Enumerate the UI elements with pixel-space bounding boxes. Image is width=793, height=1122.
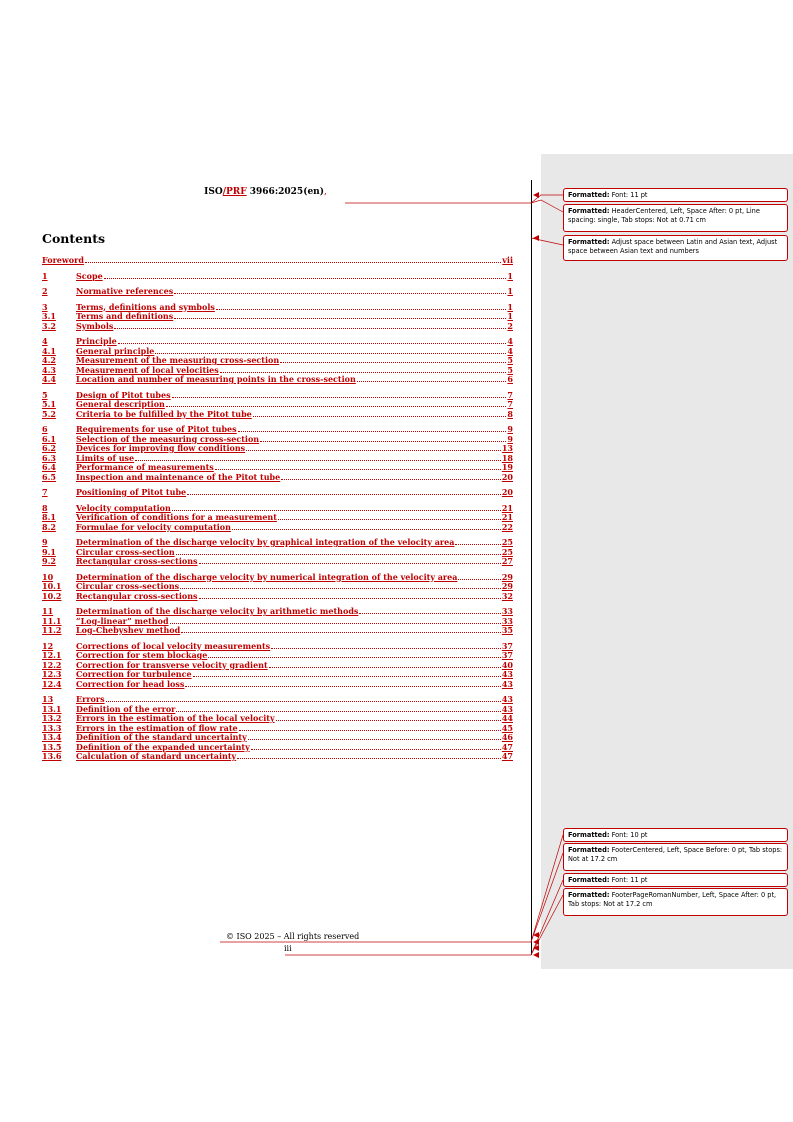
toc-entry[interactable] — [42, 471, 513, 482]
toc-entry-title: Foreword — [42, 255, 84, 265]
toc-entry-title: Verification of conditions for a measurement — [76, 512, 277, 522]
toc-entry-title: Principle — [76, 336, 117, 346]
toc-entry-number: 4 — [42, 336, 48, 346]
toc-entry-number: 2 — [42, 286, 48, 296]
toc-entry-title: Limits of use — [76, 452, 135, 463]
toc-leader-dots — [281, 479, 501, 480]
toc-entry-number: 9.2 — [42, 556, 56, 566]
toc-entry-title: Requirements for use of Pitot tubes — [76, 424, 237, 434]
toc-entry-number: 12.4 — [42, 678, 62, 689]
toc-entry-page: 44 — [501, 713, 513, 723]
toc-entry-page: 25 — [501, 546, 513, 557]
toc-entry-number: 11.2 — [42, 625, 62, 635]
toc-entry[interactable] — [42, 678, 513, 689]
toc-leader-dots — [174, 293, 506, 294]
toc-entry-title: Scope — [76, 270, 103, 281]
toc-entry-number: 4.2 — [42, 355, 56, 365]
toc-entry-number: 9 — [42, 537, 48, 547]
toc-entry-page: 1 — [507, 270, 513, 281]
page-margin-rule — [531, 180, 532, 955]
toc-entry[interactable] — [42, 590, 513, 601]
toc-entry-title: Definition of the expanded uncertainty — [76, 741, 250, 752]
header-number: 3966:2025(en) — [246, 187, 324, 197]
toc-entry-title: Determination of the discharge velocity by graphical integration of the velocity area — [76, 537, 455, 547]
toc-entry-title: Criteria to be fulfilled by the Pitot tube — [76, 408, 252, 419]
toc-entry-number: 3 — [42, 301, 48, 312]
toc-entry-page: 22 — [501, 521, 513, 532]
arrow-2 — [533, 235, 539, 241]
toc-entry-title: Definition of the standard uncertainty — [76, 732, 247, 742]
toc-entry-number: 3.2 — [42, 320, 56, 331]
toc-leader-dots — [237, 758, 501, 759]
toc-entry[interactable] — [42, 285, 513, 296]
toc-leader-dots — [199, 598, 501, 599]
toc-entry-title: General description — [76, 399, 165, 409]
toc-entry-page: 47 — [501, 751, 513, 761]
toc-entry-page: 43 — [501, 703, 513, 714]
comment-balloon[interactable] — [563, 204, 788, 232]
comment-text: Adjust space between Latin and Asian text, Adjust space between Asian text and numbers — [568, 238, 778, 255]
toc-entry-page: 5 — [507, 355, 513, 365]
toc-entry-page: 4 — [507, 336, 513, 346]
toc-entry-number: 6.2 — [42, 443, 56, 453]
toc-entry-number: 6 — [42, 424, 48, 434]
arrow-3 — [533, 932, 539, 938]
toc-entry-page: 19 — [501, 462, 513, 472]
toc-entry-number: 8 — [42, 502, 48, 513]
toc-entry-number: 4.3 — [42, 364, 56, 375]
toc-entry-title: Location and number of measuring points in the cross-section — [76, 374, 356, 384]
toc-entry-page: 33 — [501, 615, 513, 626]
toc-entry-title: Correction for turbulence — [76, 669, 192, 679]
toc-entry-title: Determination of the discharge velocity by numerical integration of the velocity area — [76, 571, 458, 582]
comment-label: Formatted: — [568, 831, 610, 839]
toc-entry-number: 5.2 — [42, 408, 56, 419]
toc-leader-dots — [85, 262, 501, 263]
toc-entry-page: 35 — [501, 625, 513, 635]
toc-entry-title: Corrections of local velocity measurements — [76, 640, 271, 651]
toc-entry-title: Calculation of standard uncertainty — [76, 751, 237, 761]
toc-entry-page: 29 — [501, 581, 513, 591]
toc-entry[interactable] — [42, 750, 513, 761]
toc-entry-title: Selection of the measuring cross-section — [76, 433, 260, 444]
toc-entry-number: 5.1 — [42, 399, 56, 409]
toc-entry-number: 6.5 — [42, 471, 56, 482]
comment-text: Font: 10 pt — [609, 831, 648, 839]
toc-entry-title: Normative references — [76, 286, 174, 296]
toc-entry[interactable] — [42, 320, 513, 331]
arrow-5 — [533, 945, 539, 951]
toc-entry-number: 13.4 — [42, 732, 62, 742]
toc-entry-page: 8 — [507, 408, 513, 419]
toc-entry-number: 12 — [42, 640, 54, 651]
toc-leader-dots — [114, 328, 506, 329]
toc-entry-number: 4.1 — [42, 345, 56, 356]
toc-leader-dots — [104, 278, 507, 279]
toc-entry-page: 2 — [507, 320, 513, 331]
toc-entry-page: 1 — [507, 311, 513, 321]
header-caret: , — [323, 187, 327, 197]
footer-page-number: iii — [284, 944, 292, 953]
toc-entry-page: 46 — [501, 732, 513, 742]
header-iso: ISO — [204, 187, 223, 197]
comment-label: Formatted: — [568, 238, 610, 246]
toc-entry[interactable] — [42, 408, 513, 419]
toc-entry-number: 6.4 — [42, 462, 56, 472]
comment-balloon[interactable] — [563, 828, 788, 842]
toc-entry-number: 12.1 — [42, 650, 62, 660]
comment-balloon[interactable] — [563, 873, 788, 887]
comment-balloon[interactable] — [563, 843, 788, 871]
page-header — [0, 187, 531, 197]
toc-entry-title: Measurement of local velocities — [76, 364, 219, 375]
comment-label: Formatted: — [568, 191, 610, 199]
toc-entry-page: 7 — [507, 389, 513, 400]
toc-entry-page: 1 — [507, 301, 513, 312]
toc-entry-number: 13.3 — [42, 722, 62, 733]
toc-entry[interactable] — [42, 270, 513, 281]
toc-entry-number: 4.4 — [42, 374, 56, 384]
toc-entry-title: Rectangular cross-sections — [76, 590, 198, 601]
toc-entry-number: 6.3 — [42, 452, 56, 463]
toc-entry-title: Errors in the estimation of the local velocity — [76, 713, 275, 723]
toc-entry-page: 45 — [501, 722, 513, 733]
toc-entry-title: Inspection and maintenance of the Pitot tube — [76, 471, 281, 482]
arrow-4 — [533, 939, 539, 945]
toc-entry-page: 25 — [501, 537, 513, 547]
toc-entry-page: 1 — [507, 286, 513, 296]
toc-entry-title: Determination of the discharge velocity by arithmetic methods — [76, 606, 359, 616]
toc-entry-title: Correction for stem blockage — [76, 650, 208, 660]
comment-label: Formatted: — [568, 891, 610, 899]
toc-leader-dots — [199, 563, 501, 564]
toc-entry-title: Design of Pitot tubes — [76, 389, 171, 400]
comment-text: FooterPageRomanNumber, Left, Space After: 0 pt, Tab stops: Not at 17.2 cm — [568, 891, 777, 908]
toc-entry-page: 20 — [501, 487, 513, 497]
toc-entry-number: 13.2 — [42, 713, 62, 723]
toc-entry-title: Devices for improving flow conditions — [76, 443, 246, 453]
toc-entry[interactable] — [42, 624, 513, 635]
toc-entry-number: 9.1 — [42, 546, 56, 557]
toc-entry-page: 27 — [501, 556, 513, 566]
toc-entry-number: 11.1 — [42, 615, 62, 626]
toc-entry[interactable] — [42, 521, 513, 532]
toc-entry-number: 7 — [42, 487, 48, 497]
toc-entry-number: 12.2 — [42, 659, 62, 670]
toc-entry[interactable] — [42, 373, 513, 384]
toc-entry[interactable] — [42, 555, 513, 566]
toc-entry-title: Rectangular cross-sections — [76, 556, 198, 566]
toc-entry-number: 13.5 — [42, 741, 62, 752]
comment-text: Font: 11 pt — [609, 191, 648, 199]
toc-entry-number: 5 — [42, 389, 48, 400]
comment-balloon[interactable] — [563, 888, 788, 916]
toc-entry-page: 7 — [507, 399, 513, 409]
toc-entry-page: 40 — [501, 659, 513, 670]
toc-entry-number: 10.1 — [42, 581, 62, 591]
toc-entry-page: 43 — [501, 678, 513, 689]
toc-entry-page: 37 — [501, 650, 513, 660]
toc-entry-number: 11 — [42, 606, 54, 616]
toc-entry-title: Symbols — [76, 320, 114, 331]
comment-label: Formatted: — [568, 207, 610, 215]
toc-entry-page: 43 — [501, 694, 513, 704]
toc-entry-page: 43 — [501, 669, 513, 679]
toc-leader-dots — [232, 529, 501, 530]
toc-entry-page: 29 — [501, 571, 513, 582]
toc-entry-page: 4 — [507, 345, 513, 356]
toc-leader-dots — [357, 381, 507, 382]
contents-title: Contents — [42, 231, 106, 246]
toc-entry-page: 20 — [501, 471, 513, 482]
toc-entry-page: 13 — [501, 443, 513, 453]
toc-entry-title: Circular cross-sections — [76, 581, 180, 591]
toc-leader-dots — [185, 686, 500, 687]
toc-entry-title: Velocity computation — [76, 502, 171, 513]
toc-entry-title: Correction for head loss — [76, 678, 185, 689]
toc-entry-page: 9 — [507, 433, 513, 444]
comment-text: FooterCentered, Left, Space Before: 0 pt, Tab stops: Not at 17.2 cm — [568, 846, 783, 863]
toc-leader-dots — [187, 494, 501, 495]
toc-entry-page: 18 — [501, 452, 513, 463]
header-deleted-text: /PRF — [222, 187, 247, 197]
toc-entry[interactable] — [42, 254, 513, 265]
toc-leader-dots — [181, 632, 501, 633]
toc-leader-dots — [253, 416, 507, 417]
toc-entry-number: 13.6 — [42, 751, 62, 761]
toc-entry-page: 37 — [501, 640, 513, 651]
toc-entry-title: General principle — [76, 345, 155, 356]
toc-entry-page: 6 — [507, 374, 513, 384]
toc-entry-page: 9 — [507, 424, 513, 434]
toc-entry-title: Positioning of Pitot tube — [76, 487, 187, 497]
toc-entry-page: 47 — [501, 741, 513, 752]
toc-entry-page: 32 — [501, 590, 513, 601]
arrow-1 — [533, 192, 539, 198]
toc-entry-title: Definition of the error — [76, 703, 176, 714]
toc-entry-number: 8.2 — [42, 521, 56, 532]
comment-balloon[interactable] — [563, 188, 788, 202]
arrow-6 — [533, 952, 539, 958]
comment-balloon[interactable] — [563, 235, 788, 261]
toc-entry-page: 21 — [501, 512, 513, 522]
comment-text: HeaderCentered, Left, Space After: 0 pt, Line spacing: single, Tab stops: Not at 0.71 cm — [568, 207, 760, 224]
toc-entry-title: Terms and definitions — [76, 311, 174, 321]
toc-entry-number: 10.2 — [42, 590, 62, 601]
comment-label: Formatted: — [568, 876, 610, 884]
toc-entry-number: 13 — [42, 694, 54, 704]
toc-entry-number: 10 — [42, 571, 54, 582]
toc-entry-title: Errors in the estimation of flow rate — [76, 722, 238, 733]
toc-entry-title: Measurement of the measuring cross-section — [76, 355, 280, 365]
toc-entry-number: 12.3 — [42, 669, 62, 679]
toc-entry-title: Formulae for velocity computation — [76, 521, 231, 532]
toc-entry-title: Log-Chebyshev method — [76, 625, 181, 635]
toc-entry-number: 3.1 — [42, 311, 56, 321]
toc-entry-number: 1 — [42, 270, 48, 281]
toc-entry-title: “Log-linear” method — [76, 615, 169, 626]
toc-entry-page: 21 — [501, 502, 513, 513]
toc-entry-page: 33 — [501, 606, 513, 616]
footer-copyright: © ISO 2025 – All rights reserved — [226, 932, 360, 941]
toc-entry-title: Performance of measurements — [76, 462, 214, 472]
toc-entry-number: 8.1 — [42, 512, 56, 522]
comment-label: Formatted: — [568, 846, 610, 854]
toc-entry-number: 13.1 — [42, 703, 62, 714]
toc-entry-page: 5 — [507, 364, 513, 375]
toc-entry-number: 6.1 — [42, 433, 56, 444]
toc-entry-title: Terms, definitions and symbols — [76, 301, 215, 312]
toc-entry-title: Errors — [76, 694, 105, 704]
toc-entry-page: vii — [502, 255, 513, 265]
comment-text: Font: 11 pt — [609, 876, 648, 884]
toc-entry-title: Circular cross-section — [76, 546, 175, 557]
toc-entry-title: Correction for transverse velocity gradient — [76, 659, 268, 670]
toc-entry[interactable] — [42, 486, 513, 497]
